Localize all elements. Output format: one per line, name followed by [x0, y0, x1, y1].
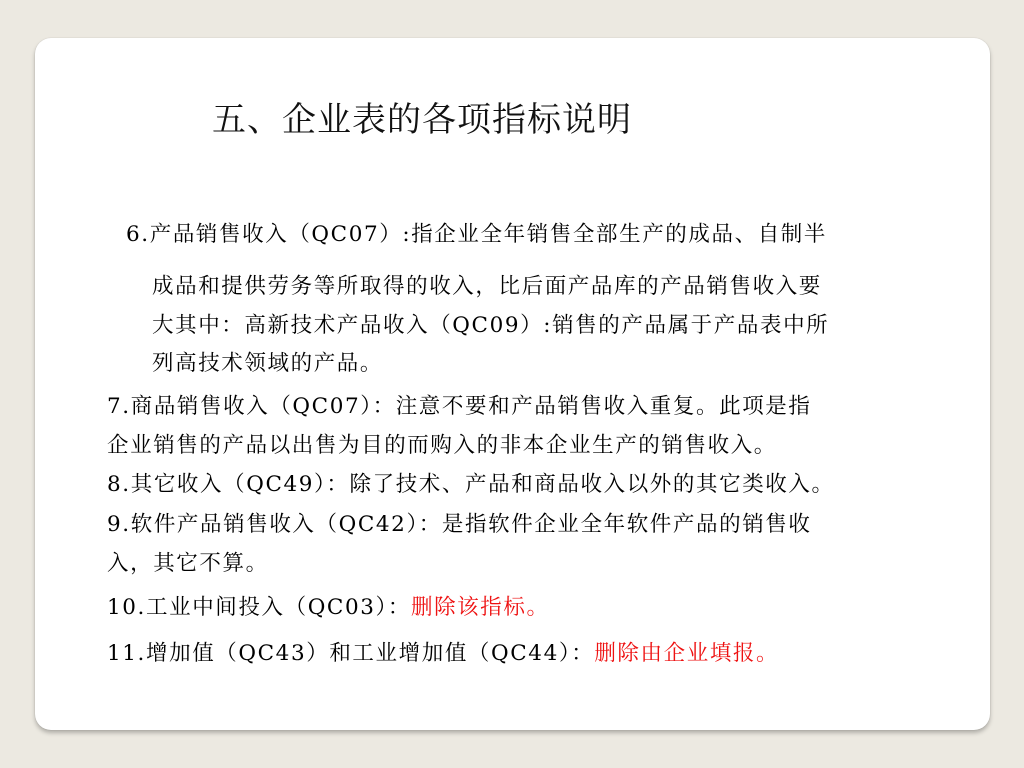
item10-label: 10.工业中间投入（QC03）： [107, 595, 411, 620]
item11-highlight: 删除由企业填报。 [594, 641, 780, 666]
item6-line1: 6.产品销售收入（QC07）:指企业全年销售全部生产的成品、自制半 [126, 222, 827, 247]
item6-line4: 列高技术领域的产品。 [152, 351, 384, 376]
slide-card [35, 38, 990, 730]
item9-line2: 入，其它不算。 [107, 551, 269, 576]
item6-line2: 成品和提供劳务等所取得的收入，比后面产品库的产品销售收入要 [152, 274, 822, 299]
item7-line1: 7.商品销售收入（QC07）：注意不要和产品销售收入重复。此项是指 [107, 394, 812, 419]
item10 [107, 590, 550, 621]
item7-line2: 企业销售的产品以出售为目的而购入的非本企业生产的销售收入。 [107, 433, 777, 458]
item9-line1: 9.软件产品销售收入（QC42）：是指软件企业全年软件产品的销售收 [107, 512, 812, 537]
item11 [107, 636, 779, 667]
item8-line1: 8.其它收入（QC49）：除了技术、产品和商品收入以外的其它类收入。 [107, 472, 835, 497]
item10-highlight: 删除该指标。 [410, 595, 550, 620]
page-title: 五、企业表的各项指标说明 [212, 100, 632, 140]
item6-line3: 大其中：高新技术产品收入（QC09）:销售的产品属于产品表中所 [152, 313, 830, 338]
item11-label: 11.增加值（QC43）和工业增加值（QC44）： [107, 641, 595, 666]
